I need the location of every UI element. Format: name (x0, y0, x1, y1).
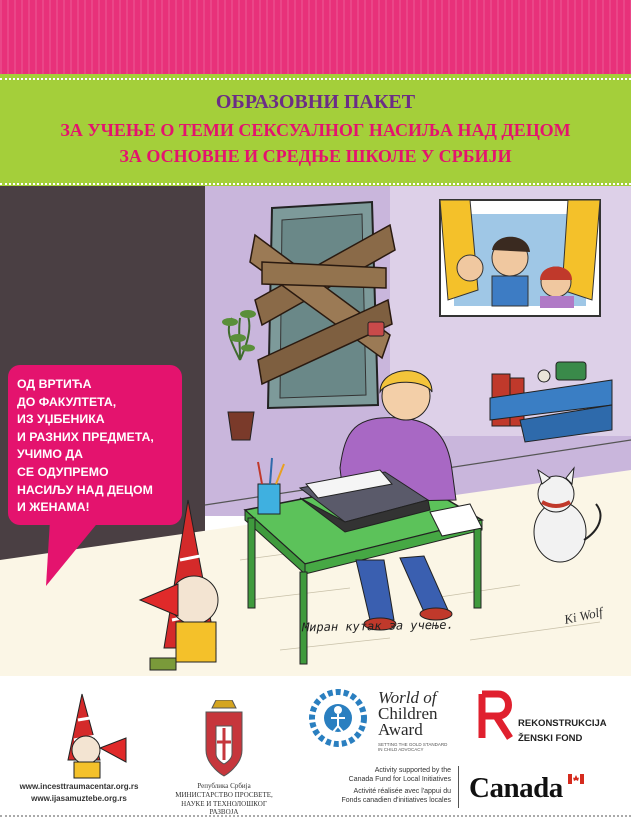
world-of-children-name (378, 690, 458, 738)
serbia-line-2: МИНИСТАРСТВО ПРОСВЕТЕ, (175, 791, 273, 799)
subtitle-line-1: ЗА УЧЕЊЕ О ТЕМИ СЕКСУАЛНОГ НАСИЉА НАД ДЕЦОМ (60, 120, 571, 140)
bubble-line: И ЖЕНАМА! (17, 500, 90, 515)
woca-tagline: SETTING THE GOLD STANDARD IN CHILD ADVOCACY (378, 742, 448, 752)
cfli-line-3: Activité réalisée avec l'appui du (353, 788, 451, 795)
serbia-coat-of-arms-icon (202, 700, 246, 780)
cfli-line-4: Fonds canadien d'initiatives locales (341, 797, 451, 804)
bubble-line: НАСИЉУ НАД ДЕЦОМ (17, 482, 153, 497)
boarded-door (250, 202, 395, 408)
rzf-line-1: REKONSTRUKCIJA (518, 718, 607, 729)
woca-line-2: Children (378, 704, 438, 723)
dotted-divider-bottom (0, 183, 631, 185)
cfli-line-2: Canada Fund for Local Initiatives (348, 776, 451, 783)
canada-wordmark: Canada (469, 772, 563, 804)
world-of-children-logo-icon (303, 688, 373, 748)
window-with-family (440, 200, 600, 316)
bubble-line: ОД ВРТИЋА (17, 377, 92, 391)
subtitle-line-2: ЗА ОСНОВНЕ И СРЕДЊЕ ШКОЛЕ У СРБИЈИ (119, 146, 512, 166)
speech-bubble-tail (40, 520, 100, 590)
bottom-dotted-border (0, 815, 631, 817)
serbia-line-3: НАУКЕ И ТЕХНОЛОШКОГ РАЗВОЈА (181, 800, 267, 816)
bubble-line: СЕ ОДУПРЕМО (17, 464, 109, 479)
woca-line-1: World of (378, 688, 437, 707)
speech-bubble-text (17, 376, 182, 517)
canada-flag-icon (568, 774, 584, 784)
top-pink-band (0, 0, 631, 74)
bubble-line: И РАЗНИХ ПРЕДМЕТА, (17, 429, 154, 444)
incest-url-1: www.incesttraumacentar.org.rs (19, 782, 139, 791)
serbia-line-1: Република Србија (197, 782, 251, 790)
dotted-divider-top (0, 78, 631, 80)
bubble-line: ИЗ УЏБЕНИКА (17, 412, 105, 427)
page-title: ОБРАЗОВНИ ПАКЕТ (215, 91, 416, 113)
incest-trauma-center-logo (60, 690, 130, 780)
rzf-logo-icon (478, 690, 514, 742)
bubble-line: ДО ФАКУЛТЕТА, (17, 394, 117, 409)
footer-divider (458, 766, 459, 808)
illustration-caption: Миран кутак за учење. (301, 617, 454, 635)
incest-url-2: www.ijasamuztebe.org.rs (31, 794, 127, 803)
rzf-line-2: ŽENSKI FOND (518, 733, 583, 744)
artist-signature: Ki Wolf (562, 604, 604, 627)
woca-line-3: Award (378, 720, 423, 739)
cfli-line-1: Activity supported by the (374, 767, 451, 774)
bubble-line: УЧИМО ДА (17, 447, 83, 462)
